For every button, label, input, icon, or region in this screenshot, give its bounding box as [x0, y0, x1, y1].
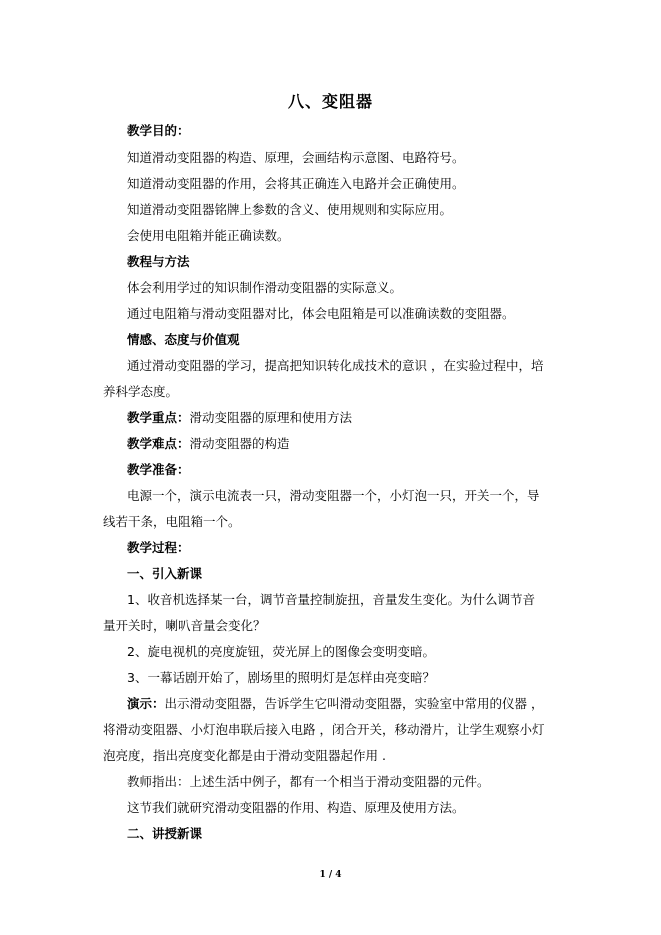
- paragraph-line: 3、一幕话剧开始了，剧场里的照明灯是怎样由亮变暗？: [127, 670, 435, 685]
- heading-values: 情感、态度与价值观: [127, 332, 240, 347]
- heading-intro: 一、引入新课: [127, 566, 203, 581]
- paragraph-line: 养科学态度。: [103, 384, 179, 399]
- paragraph-line: 线若干条，电阻箱一个。: [103, 514, 241, 529]
- paragraph-line: 2、旋电视机的亮度旋钮，荧光屏上的图像会变明变暗。: [127, 644, 435, 659]
- paragraph-line: 知道滑动变阻器铭牌上参数的含义、使用规则和实际应用。: [127, 202, 453, 217]
- key-point-label: 教学重点：: [127, 410, 190, 425]
- paragraph-line: 通过滑动变阻器的学习，提高把知识转化成技术的意识 ，在实验过程中，培: [127, 358, 544, 373]
- paragraph-line: 教师指出：上述生活中例子，都有一个相当于滑动变阻器的元件。: [127, 774, 490, 789]
- paragraph-line: 知道滑动变阻器的构造、原理，会画结构示意图、电路符号。: [127, 150, 465, 165]
- difficulty-line: [127, 436, 290, 452]
- paragraph-line: 电源一个，演示电流表一只，滑动变阻器一个，小灯泡一只，开关一个，导: [127, 488, 540, 503]
- heading-objectives: 教学目的：: [127, 123, 190, 138]
- page-number: 1 / 4: [319, 870, 342, 880]
- paragraph-line: 量开关时，喇叭音量会变化？: [103, 618, 266, 633]
- heading-preparation: 教学准备：: [127, 462, 190, 477]
- paragraph-line: 通过电阻箱与滑动变阻器对比，体会电阻箱是可以准确读数的变阻器。: [127, 306, 515, 321]
- heading-methods: 教程与方法: [127, 254, 190, 269]
- paragraph-line: 泡亮度，指出亮度变化都是由于滑动变阻器起作用 .: [103, 748, 386, 763]
- paragraph-line: 将滑动变阻器、小灯泡串联后接入电路 ，闭合开关，移动滑片，让学生观察小灯: [103, 722, 545, 737]
- demo-text: 出示滑动变阻器，告诉学生它叫滑动变阻器，实验室中常用的仪器 ，: [164, 696, 544, 711]
- key-point-line: [127, 410, 352, 426]
- paragraph-line: 体会利用学过的知识制作滑动变阻器的实际意义。: [127, 280, 403, 295]
- demo-line: [127, 696, 544, 712]
- demo-label: 演示：: [127, 696, 165, 711]
- heading-process: 教学过程：: [127, 540, 190, 555]
- paragraph-line: 这节我们就研究滑动变阻器的作用、构造、原理及使用方法。: [127, 800, 465, 815]
- difficulty-text: 滑动变阻器的构造: [189, 436, 290, 451]
- paragraph-line: 1、收音机选择某一台，调节音量控制旋扭，音量发生变化。为什么调节音: [127, 592, 535, 607]
- paragraph-line: 知道滑动变阻器的作用，会将其正确连入电路并会正确使用。: [127, 176, 465, 191]
- document-title: 八、变阻器: [287, 92, 373, 111]
- heading-new-lesson: 二、讲授新课: [127, 826, 203, 841]
- difficulty-label: 教学难点：: [127, 436, 190, 451]
- paragraph-line: 会使用电阻箱并能正确读数。: [127, 228, 290, 243]
- key-point-text: 滑动变阻器的原理和使用方法: [189, 410, 353, 425]
